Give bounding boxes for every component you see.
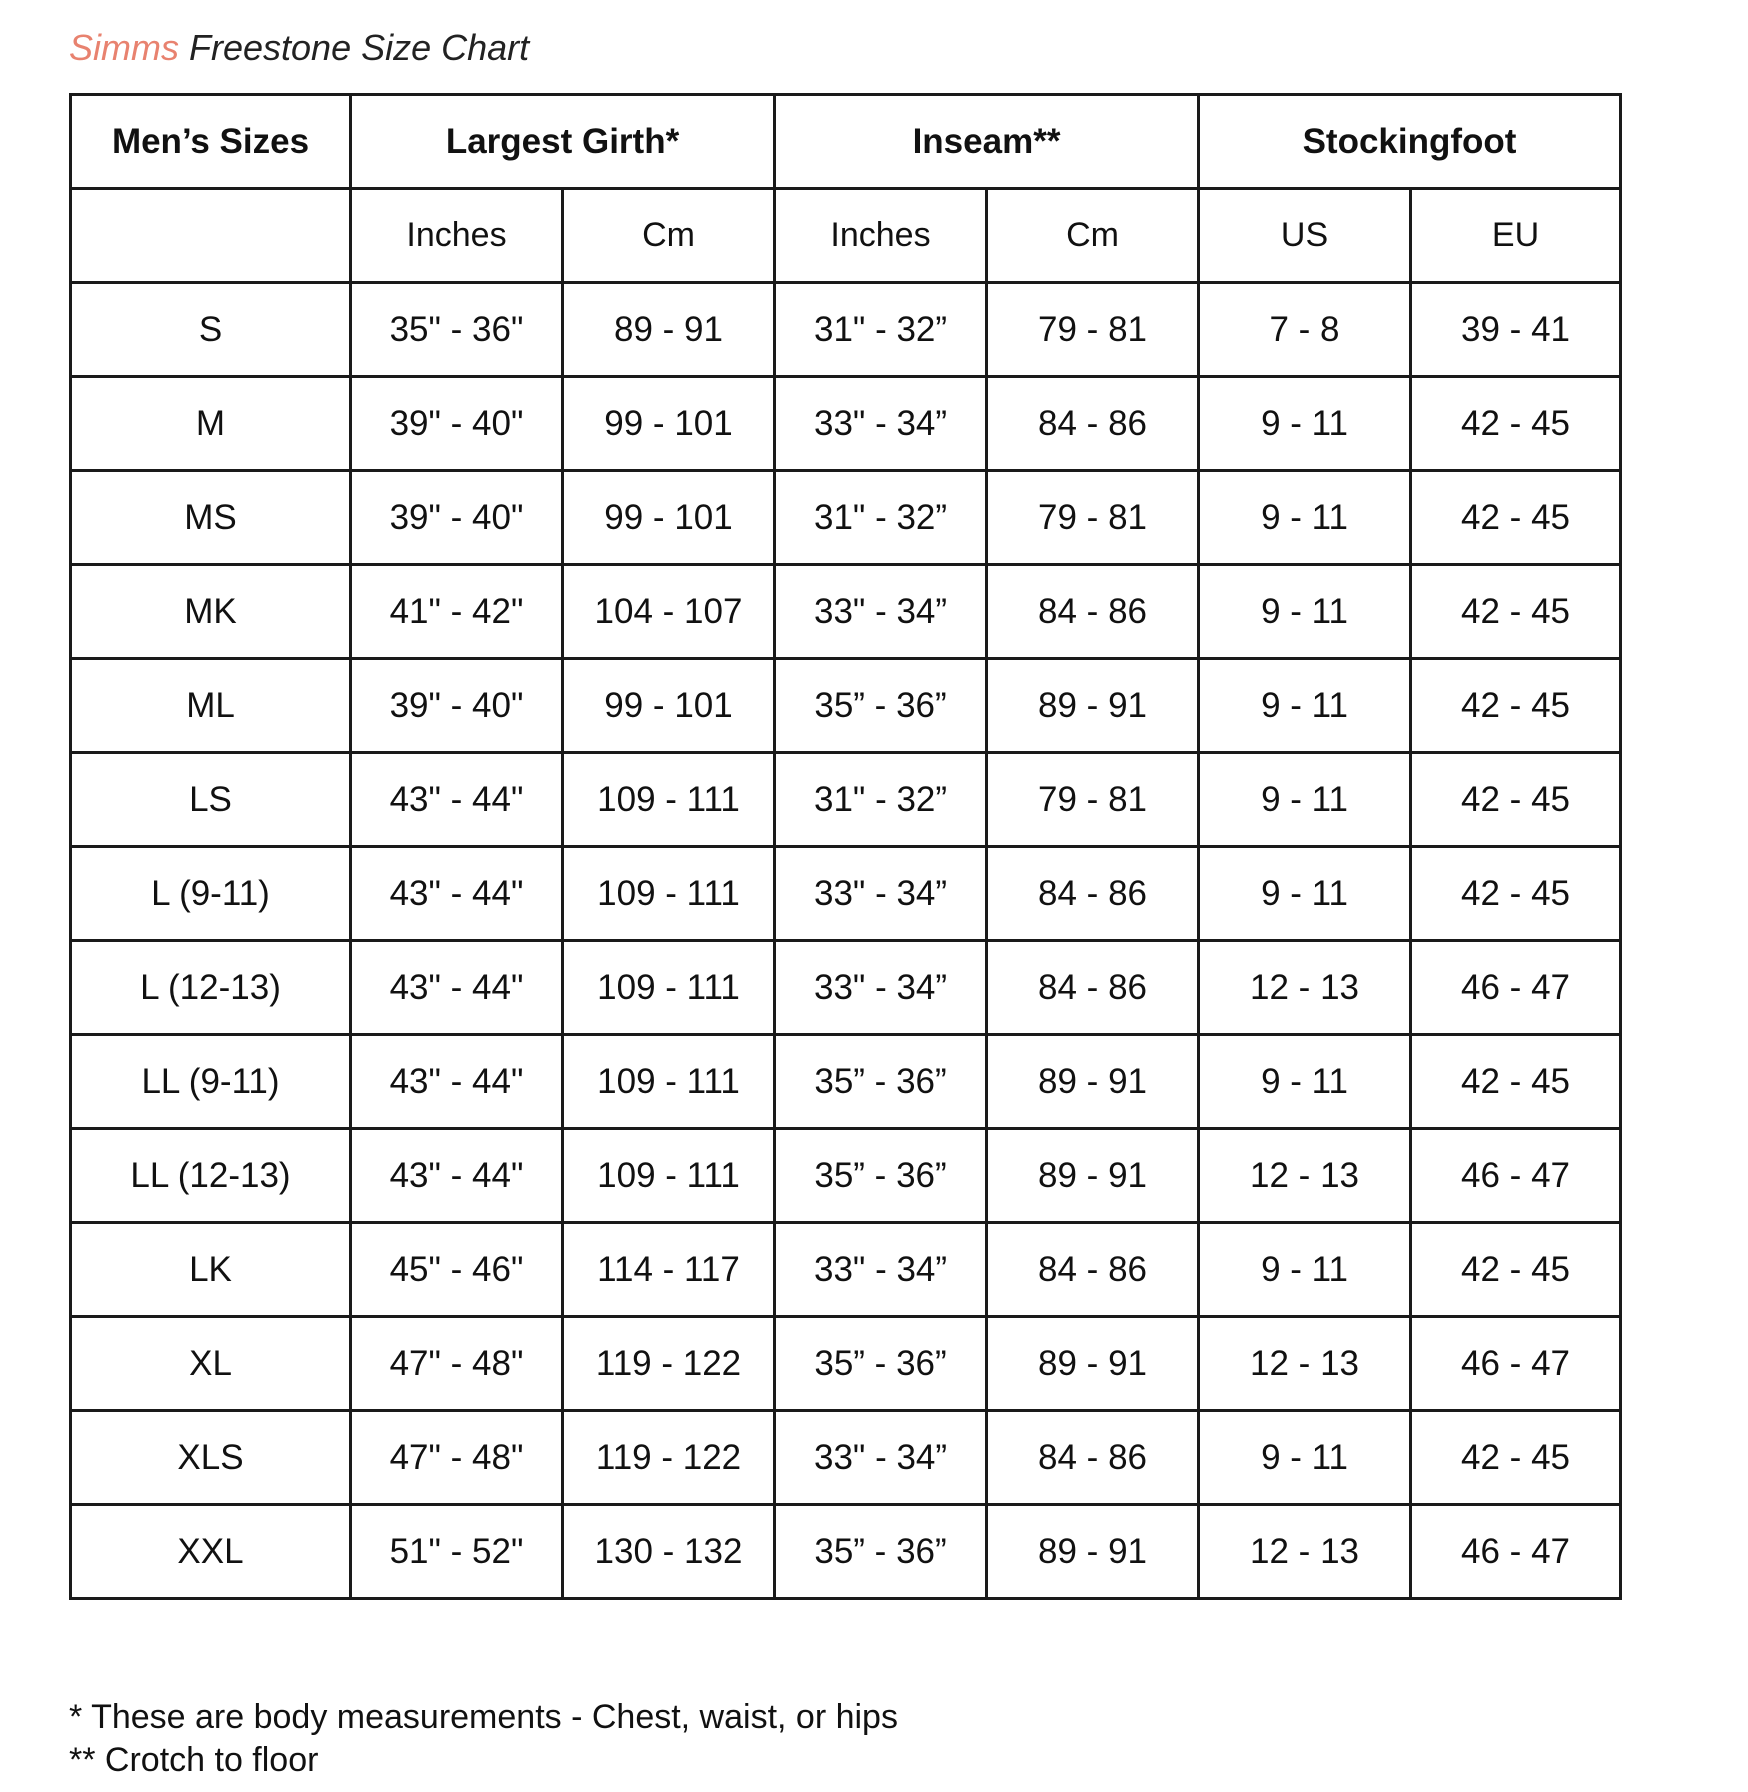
cell-girth-cm: 114 - 117 xyxy=(563,1223,775,1317)
cell-stockingfoot-eu: 42 - 45 xyxy=(1411,1035,1621,1129)
footnote-inseam: ** Crotch to floor xyxy=(69,1741,319,1779)
cell-stockingfoot-us: 9 - 11 xyxy=(1199,1411,1411,1505)
table-row xyxy=(71,1129,1621,1223)
cell-size: MS xyxy=(71,471,351,565)
cell-inseam-inches: 33" - 34” xyxy=(775,1411,987,1505)
cell-inseam-cm: 89 - 91 xyxy=(987,1129,1199,1223)
table-row xyxy=(71,659,1621,753)
cell-inseam-cm: 84 - 86 xyxy=(987,377,1199,471)
cell-girth-inches: 43" - 44" xyxy=(351,753,563,847)
cell-girth-cm: 109 - 111 xyxy=(563,847,775,941)
table-row xyxy=(71,941,1621,1035)
cell-girth-inches: 47" - 48" xyxy=(351,1411,563,1505)
cell-stockingfoot-eu: 46 - 47 xyxy=(1411,1129,1621,1223)
table-row xyxy=(71,847,1621,941)
cell-inseam-cm: 89 - 91 xyxy=(987,1035,1199,1129)
cell-girth-inches: 51" - 52" xyxy=(351,1505,563,1599)
cell-stockingfoot-us: 9 - 11 xyxy=(1199,1035,1411,1129)
cell-girth-cm: 99 - 101 xyxy=(563,377,775,471)
cell-inseam-inches: 33" - 34” xyxy=(775,565,987,659)
table-row xyxy=(71,1317,1621,1411)
cell-girth-inches: 43" - 44" xyxy=(351,941,563,1035)
cell-girth-inches: 41" - 42" xyxy=(351,565,563,659)
cell-stockingfoot-us: 9 - 11 xyxy=(1199,471,1411,565)
cell-girth-cm: 104 - 107 xyxy=(563,565,775,659)
cell-stockingfoot-us: 9 - 11 xyxy=(1199,753,1411,847)
cell-girth-cm: 119 - 122 xyxy=(563,1317,775,1411)
cell-stockingfoot-eu: 46 - 47 xyxy=(1411,1317,1621,1411)
brand-name: Simms xyxy=(69,27,179,68)
cell-stockingfoot-us: 9 - 11 xyxy=(1199,659,1411,753)
header-mens-sizes: Men’s Sizes xyxy=(71,95,351,189)
cell-inseam-cm: 84 - 86 xyxy=(987,847,1199,941)
cell-stockingfoot-eu: 42 - 45 xyxy=(1411,659,1621,753)
cell-girth-cm: 109 - 111 xyxy=(563,1035,775,1129)
size-rows xyxy=(71,283,1621,1599)
cell-inseam-cm: 89 - 91 xyxy=(987,659,1199,753)
cell-stockingfoot-eu: 42 - 45 xyxy=(1411,1223,1621,1317)
unit-header-stockingfoot-us: US xyxy=(1199,189,1411,283)
header-stockingfoot: Stockingfoot xyxy=(1199,95,1621,189)
cell-inseam-inches: 33" - 34” xyxy=(775,1223,987,1317)
cell-size: L (12-13) xyxy=(71,941,351,1035)
cell-girth-cm: 99 - 101 xyxy=(563,471,775,565)
cell-size: S xyxy=(71,283,351,377)
cell-size: MK xyxy=(71,565,351,659)
cell-girth-inches: 35" - 36" xyxy=(351,283,563,377)
cell-inseam-cm: 84 - 86 xyxy=(987,565,1199,659)
cell-inseam-inches: 35” - 36” xyxy=(775,1317,987,1411)
cell-size: L (9-11) xyxy=(71,847,351,941)
unit-header-row xyxy=(71,189,1621,283)
cell-size: M xyxy=(71,377,351,471)
cell-girth-inches: 39" - 40" xyxy=(351,659,563,753)
table-row xyxy=(71,753,1621,847)
cell-stockingfoot-eu: 42 - 45 xyxy=(1411,1411,1621,1505)
cell-size: LL (12-13) xyxy=(71,1129,351,1223)
cell-stockingfoot-eu: 42 - 45 xyxy=(1411,565,1621,659)
cell-girth-inches: 47" - 48" xyxy=(351,1317,563,1411)
cell-size: XXL xyxy=(71,1505,351,1599)
cell-stockingfoot-eu: 42 - 45 xyxy=(1411,377,1621,471)
cell-stockingfoot-eu: 42 - 45 xyxy=(1411,471,1621,565)
cell-inseam-inches: 31" - 32” xyxy=(775,471,987,565)
cell-girth-cm: 109 - 111 xyxy=(563,1129,775,1223)
unit-header-blank xyxy=(71,189,351,283)
size-table xyxy=(69,93,1622,1600)
unit-header-stockingfoot-eu: EU xyxy=(1411,189,1621,283)
cell-girth-inches: 45" - 46" xyxy=(351,1223,563,1317)
cell-inseam-inches: 33" - 34” xyxy=(775,941,987,1035)
cell-inseam-inches: 35” - 36” xyxy=(775,659,987,753)
cell-size: ML xyxy=(71,659,351,753)
cell-inseam-cm: 79 - 81 xyxy=(987,753,1199,847)
footnotes xyxy=(69,1696,898,1782)
chart-title-text: Freestone Size Chart xyxy=(189,27,530,68)
cell-stockingfoot-us: 9 - 11 xyxy=(1199,847,1411,941)
cell-stockingfoot-eu: 46 - 47 xyxy=(1411,1505,1621,1599)
chart-title xyxy=(69,24,529,72)
cell-stockingfoot-us: 12 - 13 xyxy=(1199,1317,1411,1411)
unit-header-inseam-inches: Inches xyxy=(775,189,987,283)
cell-size: LL (9-11) xyxy=(71,1035,351,1129)
cell-stockingfoot-eu: 42 - 45 xyxy=(1411,847,1621,941)
unit-header-inseam-cm: Cm xyxy=(987,189,1199,283)
cell-inseam-cm: 89 - 91 xyxy=(987,1317,1199,1411)
table-row xyxy=(71,377,1621,471)
table-row xyxy=(71,471,1621,565)
cell-size: LS xyxy=(71,753,351,847)
cell-stockingfoot-us: 9 - 11 xyxy=(1199,1223,1411,1317)
table-row xyxy=(71,1035,1621,1129)
unit-header-girth-cm: Cm xyxy=(563,189,775,283)
cell-inseam-cm: 84 - 86 xyxy=(987,941,1199,1035)
cell-girth-inches: 43" - 44" xyxy=(351,847,563,941)
cell-inseam-cm: 89 - 91 xyxy=(987,1505,1199,1599)
cell-size: XLS xyxy=(71,1411,351,1505)
cell-size: XL xyxy=(71,1317,351,1411)
unit-header-girth-inches: Inches xyxy=(351,189,563,283)
footnote-girth: * These are body measurements - Chest, waist, or hips xyxy=(69,1698,898,1736)
cell-stockingfoot-us: 9 - 11 xyxy=(1199,565,1411,659)
cell-stockingfoot-us: 7 - 8 xyxy=(1199,283,1411,377)
cell-girth-inches: 43" - 44" xyxy=(351,1129,563,1223)
header-largest-girth: Largest Girth* xyxy=(351,95,775,189)
cell-girth-inches: 39" - 40" xyxy=(351,377,563,471)
cell-girth-cm: 109 - 111 xyxy=(563,941,775,1035)
cell-inseam-cm: 79 - 81 xyxy=(987,471,1199,565)
cell-inseam-cm: 79 - 81 xyxy=(987,283,1199,377)
table-row xyxy=(71,283,1621,377)
cell-girth-cm: 119 - 122 xyxy=(563,1411,775,1505)
cell-size: LK xyxy=(71,1223,351,1317)
table-row xyxy=(71,1411,1621,1505)
table-row xyxy=(71,565,1621,659)
cell-girth-inches: 39" - 40" xyxy=(351,471,563,565)
cell-girth-cm: 89 - 91 xyxy=(563,283,775,377)
cell-stockingfoot-eu: 46 - 47 xyxy=(1411,941,1621,1035)
cell-inseam-cm: 84 - 86 xyxy=(987,1223,1199,1317)
cell-stockingfoot-us: 12 - 13 xyxy=(1199,1129,1411,1223)
table-row xyxy=(71,1505,1621,1599)
cell-stockingfoot-us: 9 - 11 xyxy=(1199,377,1411,471)
cell-girth-inches: 43" - 44" xyxy=(351,1035,563,1129)
cell-inseam-inches: 35” - 36” xyxy=(775,1129,987,1223)
cell-stockingfoot-us: 12 - 13 xyxy=(1199,1505,1411,1599)
cell-inseam-inches: 35” - 36” xyxy=(775,1035,987,1129)
cell-inseam-inches: 33" - 34” xyxy=(775,847,987,941)
header-inseam: Inseam** xyxy=(775,95,1199,189)
cell-girth-cm: 109 - 111 xyxy=(563,753,775,847)
group-header-row xyxy=(71,95,1621,189)
table-row xyxy=(71,1223,1621,1317)
cell-inseam-cm: 84 - 86 xyxy=(987,1411,1199,1505)
cell-inseam-inches: 31" - 32” xyxy=(775,283,987,377)
cell-girth-cm: 130 - 132 xyxy=(563,1505,775,1599)
cell-girth-cm: 99 - 101 xyxy=(563,659,775,753)
cell-stockingfoot-us: 12 - 13 xyxy=(1199,941,1411,1035)
cell-inseam-inches: 33" - 34” xyxy=(775,377,987,471)
cell-inseam-inches: 31" - 32” xyxy=(775,753,987,847)
cell-stockingfoot-eu: 42 - 45 xyxy=(1411,753,1621,847)
cell-inseam-inches: 35” - 36” xyxy=(775,1505,987,1599)
cell-stockingfoot-eu: 39 - 41 xyxy=(1411,283,1621,377)
